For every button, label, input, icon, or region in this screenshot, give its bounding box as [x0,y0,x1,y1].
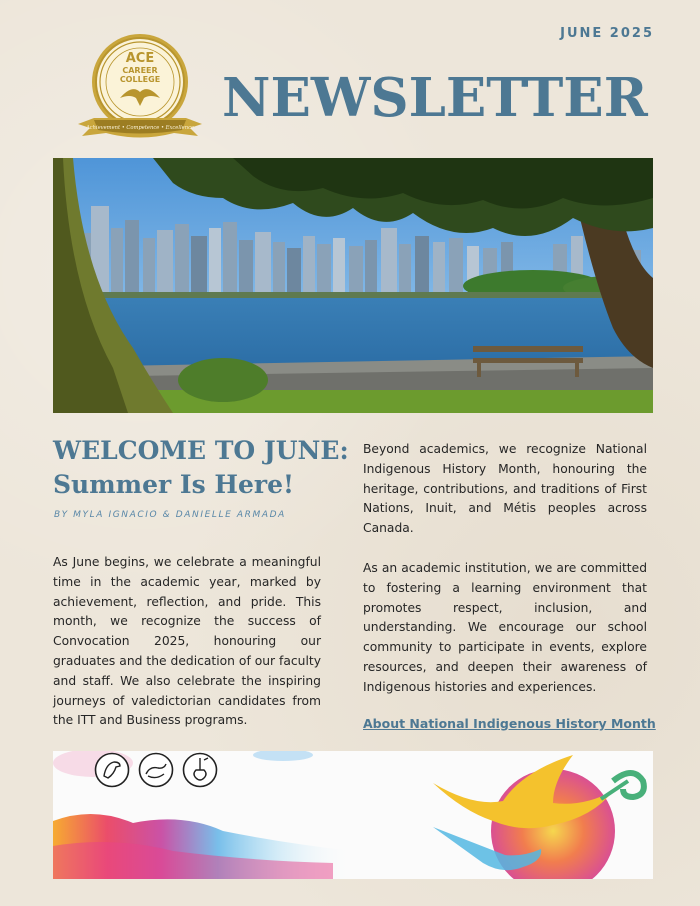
date-label: JUNE 2025 [560,26,654,41]
fiddle-icon [182,752,218,788]
logo-ace-text: ACE [125,51,155,66]
ace-college-logo [74,32,206,147]
indigenous-history-link[interactable]: About National Indigenous History Month [363,716,656,731]
svg-text:Achievement • Competence • Exc: Achievement • Competence • Excellence [85,125,195,131]
right-paragraph-2: As an academic institution, we are committed to fostering a learning environment that promotes respect, inclusion, and understanding. We encourage our school community to participate in events, explore resources, and deepen their awareness of Indigenous histories and experiences. [363,560,647,694]
newsletter-title: NEWSLETTER [222,67,648,129]
article-byline: BY MYLA IGNACIO & DANIELLE ARMADA [54,510,286,520]
headline-line-2: Summer Is Here! [53,470,294,499]
whale-icon [138,752,174,788]
right-column [363,440,647,698]
article-headline [53,434,353,502]
left-column [53,553,321,731]
hero-photo [53,158,653,413]
headline-line-1: WELCOME TO JUNE: [53,436,349,465]
eagle-icon [94,752,130,788]
left-paragraph: As June begins, we celebrate a meaningful time in the academic year, marked by achievement, reflection, and pride. This month, we recognize the success of Convocation 2025, honouring our graduates and the dedication of our faculty and staff. We also celebrate the inspiring journeys of valedictorian candidates from the ITT and Business programs. [53,555,321,728]
right-paragraph-1: Beyond academics, we recognize National Indigenous History Month, honouring the heritage, contributions, and traditions of First Nations, Inuit, and Métis peoples across Canada. [363,442,647,536]
svg-text:COLLEGE: COLLEGE [119,75,161,84]
svg-text:CAREER: CAREER [122,66,158,75]
